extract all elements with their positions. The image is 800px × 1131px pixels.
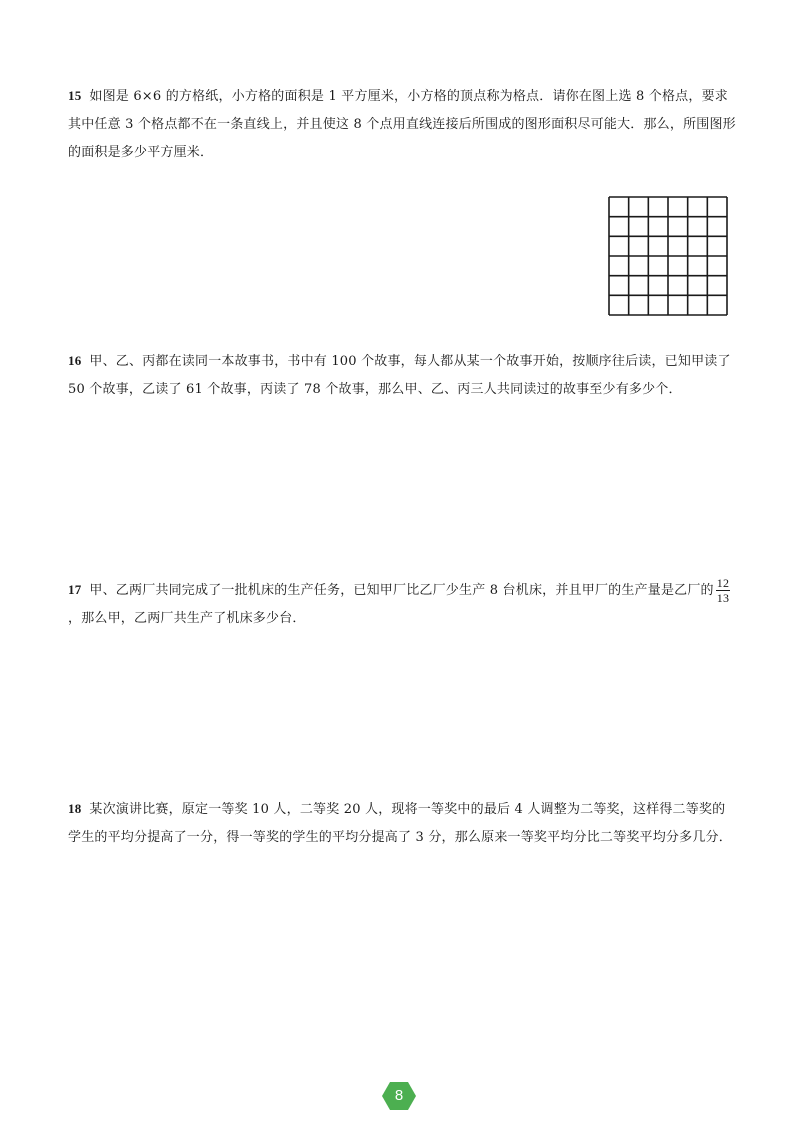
fraction bbox=[716, 576, 730, 605]
problem-16 bbox=[68, 347, 738, 404]
fraction-denominator: 13 bbox=[716, 591, 730, 605]
problem-text: 某次演讲比赛，原定一等奖 10 人，二等奖 20 人，现将一等奖中的最后 4 人调整为二等奖，这样得二等奖的学生的平均分提高了一分，得一等奖的学生的平均分提高了 3 分，那么原来一等奖平均分比二等奖平均分多几分． bbox=[68, 802, 732, 845]
problem-text-after: ，那么甲，乙两厂共生产了机床多少台． bbox=[68, 611, 306, 626]
problem-17 bbox=[68, 576, 738, 633]
problem-number: 18 bbox=[68, 801, 82, 816]
problem-text: 甲、乙、丙都在读同一本故事书，书中有 100 个故事，每人都从某一个故事开始，按顺序往后读，已知甲读了 50 个故事，乙读了 61 个故事，丙读了 78 个故事，那么甲、乙、丙三人共同读过的故事至少有多少个． bbox=[68, 354, 731, 397]
square-grid-figure bbox=[608, 196, 728, 316]
problem-15 bbox=[68, 82, 738, 167]
problem-text-before: 甲、乙两厂共同完成了一批机床的生产任务，已知甲厂比乙厂少生产 8 台机床，并且甲厂的生产量是乙厂的 bbox=[89, 583, 714, 598]
problem-18 bbox=[68, 795, 738, 852]
page-number: 8 bbox=[394, 1087, 404, 1104]
problem-number: 15 bbox=[68, 88, 82, 103]
page-number-badge bbox=[381, 1081, 417, 1111]
problem-text: 如图是 6×6 的方格纸，小方格的面积是 1 平方厘米，小方格的顶点称为格点．请你在图上选 8 个格点，要求其中任意 3 个格点都不在一条直线上，并且使这 8 个点用直线连接后所围成的图形面积尽可能大．那么，所围图形的面积是多少平方厘米． bbox=[68, 89, 736, 160]
problem-number: 16 bbox=[68, 353, 82, 368]
grid-6x6 bbox=[608, 196, 728, 316]
problem-number: 17 bbox=[68, 582, 82, 597]
fraction-numerator: 12 bbox=[716, 576, 730, 590]
